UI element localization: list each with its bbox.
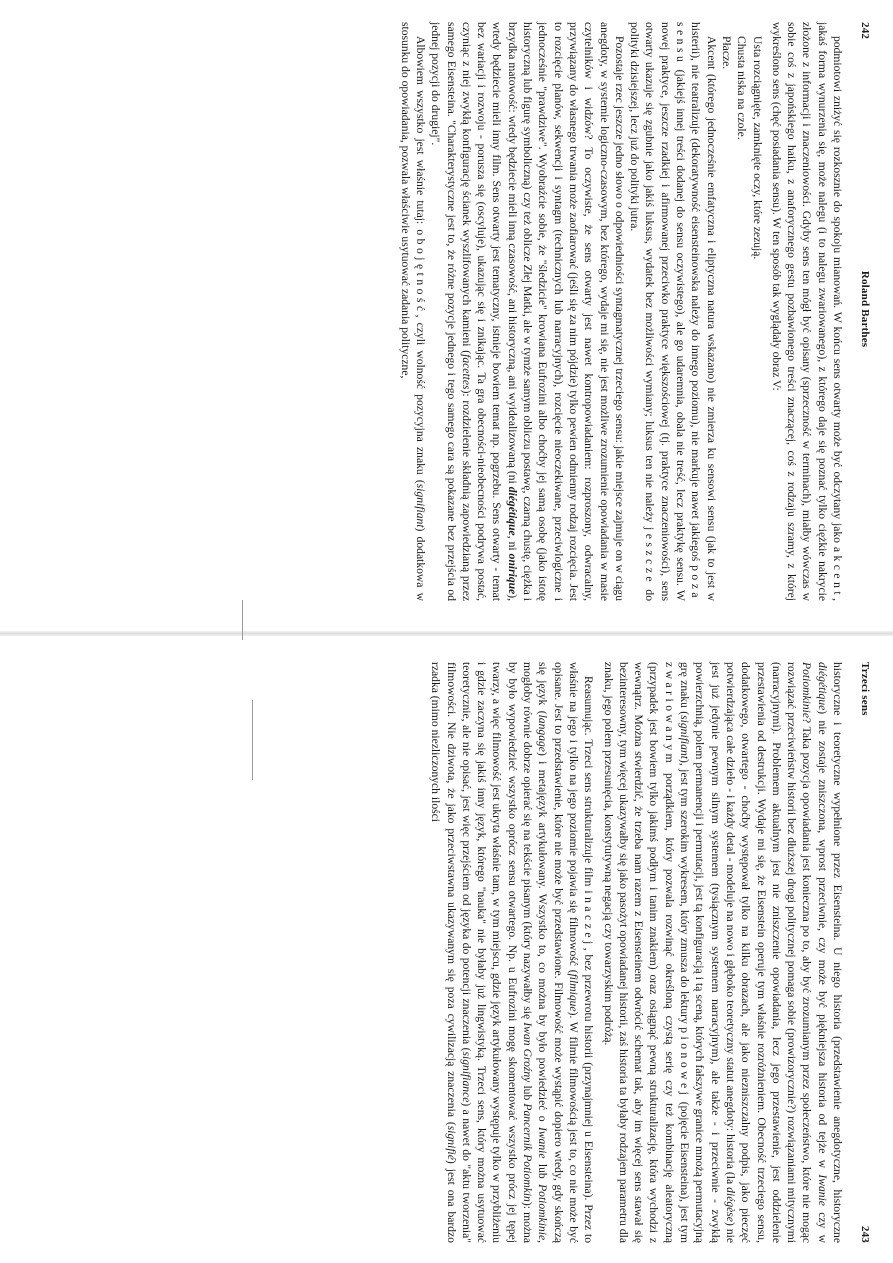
- text-segment: zwariowanym: [662, 662, 676, 767]
- text-segment: diégèse: [723, 1187, 737, 1222]
- paragraph: [719, 22, 734, 601]
- text-segment: , mogłoby równie dobrze opierać się na tekście pisanym (który nazywałby się: [521, 662, 550, 1243]
- text-segment: , czyli wolność pozycyjna znaku (: [413, 314, 427, 484]
- text-segment: , bez przewrotu historii (przynajmniej u Eisensteina). Przez to właśnie na jego i tylko na jego poziomie pojawia się filmowość (: [566, 662, 596, 1243]
- text-segment: Pozostaje rzec jeszcze jedno słowo o odpowiedniości syntagmatycznej trzeciego sensu: jakie miejsce zajmuje on w ciągu anegdoty, w systemie logiczno-czasowym, bez którego, wydaje mi się, nie jest możliwe zrozumienie opowiadania w masie czytelników i widzów? To oczywiste, że sens otwarty jest nawet kontropowiadaniem: rozproszony, odwracalny, przywiązany do własnego trwania może zaofiarować (jeśli się za nim pójdzie) tylko pewien odmienny rodzaj rozcięcia. Jest to rozcięcie planów, sekwencji i syntagm (technicznych lub narracyjnych), rozcięcie nieoczekiwane, przeciwlogiczne i jednocześnie "prawdziwe". Wyobraźcie sobie, że "śledzicie" krowiana Eufrozini albo choćby jej samą osobę (jako istotę historyczną lub figurę symboliczną) czy też oblicze Złej Matki, ale w tymże samym obliczu postawę, czarną chustę, ciężka i brzydka matowość: wtedy będziecie mieli inną czasowość, ani historyczną, ani wyidealizowaną (ni: [505, 22, 626, 601]
- paragraph: [397, 22, 428, 601]
- text-segment: ) i metajęzyk artykułowany. Wszystko to, co można by było powiedzieć o: [536, 751, 550, 1127]
- left-page-body: [397, 22, 845, 601]
- text-segment: diégétique: [505, 486, 519, 536]
- text-segment: , jakaś forma wynurzenia się, może nalegu (i to nalegu zwariowanego), z którego daje się poznać tylko ciężkie nakrycie złożone z informacji i znaczeniowości. Gdyby sens ten mógł być opisany (sprzeczność w terminach), miałby wówczas w sobie coś z japońskiego haiku, z anaforycznego gestu pozbawionego treści znaczącej, coś z rodzaju szramy, z której wykreślono sens (chęć posiadania sensu). W ten sposób tak wyglądały obraz V:: [769, 22, 844, 601]
- text-segment: signifiance: [459, 1051, 473, 1103]
- paragraph: [627, 22, 719, 601]
- text-segment: langage: [536, 714, 550, 752]
- page-number-left: 242: [859, 22, 871, 40]
- scan-artifact: [242, 600, 243, 640]
- text-segment: akcent: [831, 546, 844, 599]
- text-segment: (jakiejś innej treści dodanej do sensu oczywistego), ale go udaremnia, obala nie treść, lecz praktykę sensu. W nowej praktyce, jeszcze rzadkiej i afirmowanej przeciwko praktyce większościowej (tj. praktyce znaczeniowości), sens otwarty ukazuje się zgubnie jako jakiś luksus, wydatek bez możliwości wymiany; luksus ten nie należy: [643, 22, 688, 601]
- running-head-right: Trzeci sens: [859, 662, 871, 716]
- text-segment: signifié: [444, 1125, 458, 1160]
- left-page: [0, 0, 893, 631]
- text-segment: ) a nawet do "aktu tworzenia" filmowości. Nie dziwota, że jako przeciwstawna ukazywanym się poza cywilizacją znaczenia (: [444, 662, 473, 1243]
- text-segment: inaczej: [582, 890, 596, 948]
- text-segment: obojętność: [413, 229, 427, 315]
- text-segment: Potiomkinie: [536, 1184, 550, 1241]
- right-page: [0, 636, 893, 1263]
- text-segment: (pojęcie Eisensteina), jest tym: [678, 1098, 692, 1243]
- text-segment: ) nie jest już jedynie pewnym silnym systemem (tysiącznym systemem narracyjnym), ale także - i przeciwnie - zwykłą powierzchnią, polem permanencji i permutacji, jest tą konfiguracją i tą sceną, których fałszywe granice mnożą permutacyjną grę znaku (: [678, 662, 737, 1243]
- text-segment: , ni: [505, 535, 519, 554]
- text-segment: diégétique: [815, 662, 829, 711]
- right-page-body: [428, 662, 845, 1243]
- text-segment: facettes: [459, 354, 473, 390]
- text-segment: czy w: [815, 1205, 829, 1244]
- paragraph: [749, 22, 764, 601]
- paragraph: [734, 22, 749, 601]
- text-segment: Płacze.: [719, 36, 733, 70]
- text-segment: Iwanie: [536, 1126, 550, 1159]
- text-segment: ). W filmie filmowością jest to, co nie może być opisane. Jest to przedstawienie, które nie może być przedstawione. Filmowość może wystąpić dopiero wtedy, gdy skończą się język (: [536, 662, 580, 1244]
- text-segment: ), jest tym szerokim wykresem, który zmusza do lektury: [678, 758, 692, 1028]
- running-head-left: Roland Barthes: [859, 270, 871, 348]
- text-segment: signifiant: [678, 715, 692, 759]
- paragraph: [428, 22, 627, 601]
- paragraph: [428, 662, 596, 1243]
- text-segment: Pancernik Potiomkin: [521, 1103, 535, 1202]
- left-page-header: [859, 22, 871, 601]
- text-segment: lub: [521, 1082, 535, 1104]
- text-segment: ), wtedy będziecie mieli inny film. Sens otwarty jest tematyczny, istnieje bowiem temat np. pogrzebu. Sens otwarty - temat bez wariacji i rozwoju - porusza się (oscyluje), ukazując się i znikając. Ta gra obecności-nieobecności podrywa postać, czyniąc z niej zwykłą konfigurację ścianek wyszlifowanych kamieni (: [459, 22, 519, 601]
- text-segment: ) jest ona bardzo rzadka (mimo niezliczonych ilości: [429, 662, 458, 1243]
- page-number-right: 243: [859, 1225, 871, 1243]
- text-segment: pionowej: [678, 1027, 692, 1099]
- text-segment: jeszcze: [643, 527, 657, 585]
- right-page-header: [859, 662, 871, 1243]
- text-segment: podmiotowi zniżyć się rozkosznie do spokoju mianowań. W końcu sens otwarty może być odczytany jako: [831, 36, 844, 547]
- text-segment: Iwan Groźny: [521, 1022, 535, 1083]
- text-segment: historyczne i teoretyczne wypełnione przez Eisensteina. U niego historia (przedstawienie anegdotyczne, historyczne: [831, 662, 844, 1243]
- text-segment: ): rozdzielenie składnią zapowiedzianą przez samego Eisensteina. "Charakterystyczne jest to, że różne pozycje jednego i tego samego cara są pokazane bez przejścia od jednej pozycji do drugiej".: [429, 22, 473, 601]
- text-segment: ) dodatkowa w stosunku do opowiadania, pozwala właściwie usytuować zadania polityczne,: [398, 22, 427, 602]
- text-segment: Chusta niska na czole.: [735, 36, 749, 140]
- text-segment: Akcent (którego jednocześnie emfatyczna i eliptyczna natura wskazano) nie zmierza ku sensowi sensu (jak to jest w histerii), nie teatralizuje (dekoratywność eisensteinowska należy do innego poziomu), nie markuje nawet jakiegoś: [689, 22, 718, 601]
- text-segment: poza sensu: [674, 22, 703, 601]
- text-segment: ): można by było wypowiedzieć wszystko oprócz sensu otwartego. Np. u Eufrozini mogę skomentować wszystko prócz jej tępej twarzy, a więc filmowość jest ukryta właśnie tam, w tym miejscu, gdzie język artykułowany występuje tylko w przybliżeniu i gdzie zaczyna się jakiś inny język, którego "nauka" nie byłaby już lingwistyką. Trzeci sens, który można usytuować teoretycznie, ale nie opisać, jest więc przejściem od języka do potencji znaczenia (: [459, 662, 535, 1243]
- scan-artifact: [252, 700, 253, 780]
- text-segment: ) nie zostaje zniszczona, wprost przeciwnie, czy może być piękniejsza historia od tejże w: [815, 710, 829, 1175]
- text-segment: Potiomkinie: [800, 662, 814, 719]
- paragraph: [769, 22, 845, 601]
- text-segment: signifiant: [413, 483, 427, 528]
- text-segment: ? Taka pozycja opowiadania jest konieczna po to, aby być zrozumianym przez społeczeństwo, które nie mogąc rozwiązać przeciwieństw historii bez dłuższej drogi politycznej pomaga sobie (prowizorycznie?) rozwiązaniami mitycznymi (narracyjnymi). Problemem aktualnym jest nie zniszczenie opowiadania, lecz jego przestawienie, jest oddzielenie przestawienia od destrukcji. Wydaje mi się, że Eisenstein operuje tym właśnie rozróżnieniem. Obecność trzeciego sensu, dodatkowego, otwartego - choćby występował tylko na kilku obrazach, ale jako niezniszczalny podpis, jako pieczęć potwierdzająca całe dzieło - i każdy detal - modeluje na nowo i głęboko teoretyczny statut anegdoty: historia (la: [723, 662, 814, 1243]
- text-segment: do polityki dzisiejszej, lecz już do polityki jutra.: [628, 22, 657, 602]
- text-segment: lub: [536, 1158, 550, 1185]
- text-segment: filmique: [566, 973, 580, 1012]
- paragraph: [600, 662, 845, 1243]
- text-segment: Albowiem wszystko jest właśnie tutaj:: [413, 36, 427, 230]
- text-segment: porządkiem, który pozwala rozwinąć określoną czystą serię czy też kombinację aleatoryczną (przypadek jest bowiem tylko jakimś podłym i tanim znakiem) oraz osiągnąć pewną strukturalizację, która wychodzi z wewnątrz. Można stwierdzić, że trzeba nam razem z Eisensteinem odwrócić schemat tak, aby im więcej sens stawał się bezinteresowny, tym więcej ukazywałby się jako pasożyt opowiadanej historii, zaś historia ta byłaby rodzajem parametru dla znaku, jego polem przesunięcia, konstytutywną negacją czy towarzyskim podróżą.: [601, 662, 676, 1243]
- text-segment: Iwanie: [815, 1174, 829, 1206]
- text-segment: Reasumując. Trzeci sens strukturalizuje film: [582, 676, 596, 891]
- text-segment: Usta rozciągnięte, zamknięte oczy, które zezują.: [750, 36, 764, 260]
- text-segment: onirique: [505, 553, 519, 595]
